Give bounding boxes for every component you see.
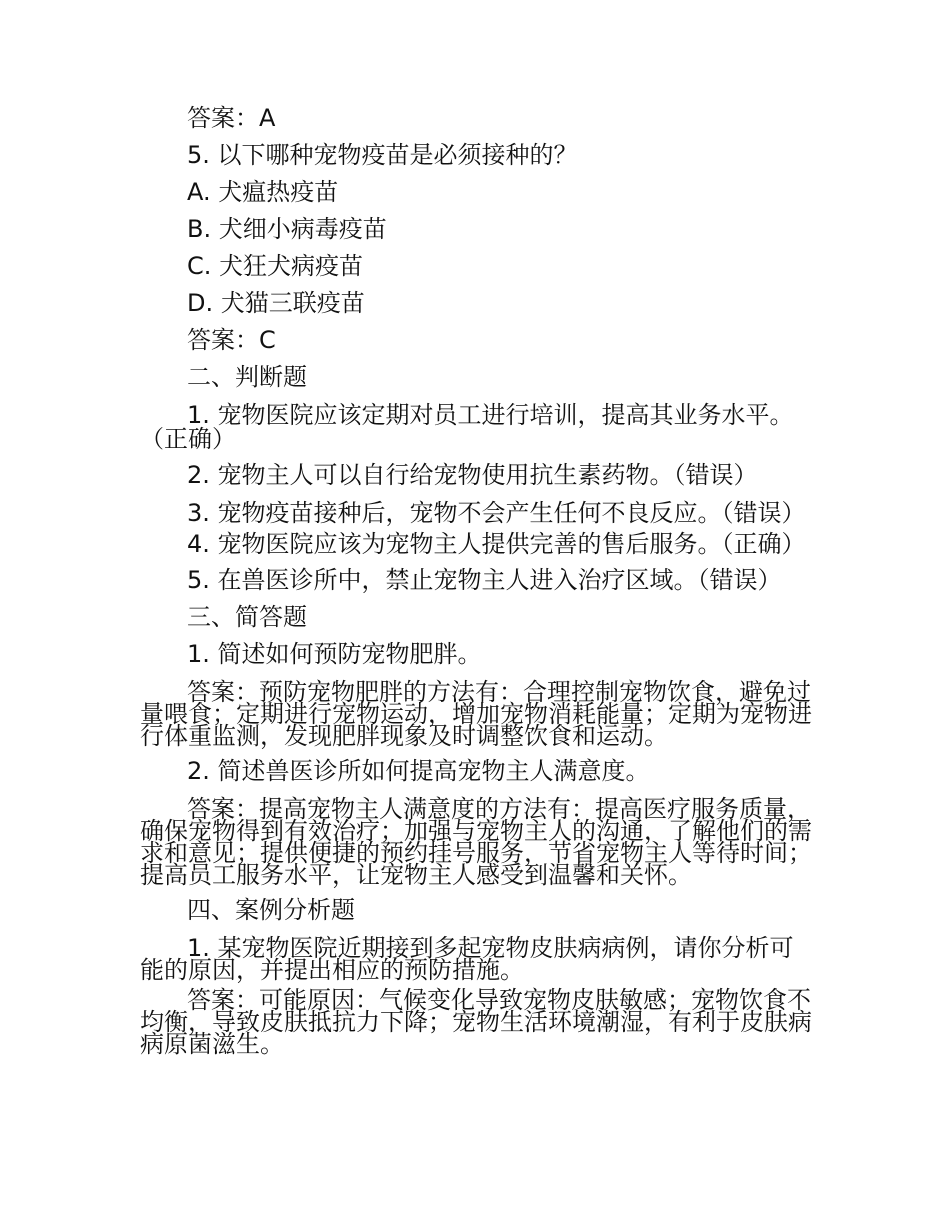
short-answer-answer-1: 答案：预防宠物肥胖的方法有：合理控制宠物饮食，避免过量喂食；定期进行宠物运动，增加宠物消耗能量；定期为宠物进行体重监测，发现肥胖现象及时调整饮食和运动。 xyxy=(140,678,812,750)
short-answer-answer-2: 答案：提高宠物主人满意度的方法有：提高医疗服务质量，确保宠物得到有效治疗；加强与宠物主人的沟通，了解他们的需求和意见；提供便捷的预约挂号服务，节省宠物主人等待时间；提高员工服务水平，让宠物主人感受到温馨和关怀。 xyxy=(140,795,812,889)
true-false-item-4: 4. 宠物医院应该为宠物主人提供完善的售后服务。（正确） xyxy=(187,530,806,558)
option-a: A. 犬瘟热疫苗 xyxy=(187,178,339,206)
case-question-1: 1. 某宠物医院近期接到多起宠物皮肤病病例，请你分析可能的原因，并提出相应的预防措施。 xyxy=(140,934,794,984)
answer-line: 答案：A xyxy=(187,104,276,132)
section-heading-short-answer: 三、简答题 xyxy=(187,603,307,631)
true-false-item-3: 3. 宠物疫苗接种后，宠物不会产生任何不良反应。（错误） xyxy=(187,499,806,527)
option-b: B. 犬细小病毒疫苗 xyxy=(187,215,387,243)
option-d: D. 犬猫三联疫苗 xyxy=(187,289,365,317)
section-heading-case-analysis: 四、案例分析题 xyxy=(187,896,355,924)
true-false-item-1: 1. 宠物医院应该定期对员工进行培训，提高其业务水平。（正确） xyxy=(140,401,794,453)
case-answer-1: 答案：可能原因：气候变化导致宠物皮肤敏感；宠物饮食不均衡，导致皮肤抵抗力下降；宠物生活环境潮湿，有利于皮肤病病原菌滋生。 xyxy=(140,986,812,1058)
option-c: C. 犬狂犬病疫苗 xyxy=(187,252,364,280)
answer-line: 答案：C xyxy=(187,326,276,354)
short-answer-question-1: 1. 简述如何预防宠物肥胖。 xyxy=(187,640,482,668)
question-5: 5. 以下哪种宠物疫苗是必须接种的？ xyxy=(187,141,578,169)
short-answer-question-2: 2. 简述兽医诊所如何提高宠物主人满意度。 xyxy=(187,757,650,785)
true-false-item-5: 5. 在兽医诊所中，禁止宠物主人进入治疗区域。（错误） xyxy=(187,566,782,594)
true-false-item-2: 2. 宠物主人可以自行给宠物使用抗生素药物。（错误） xyxy=(187,461,758,489)
section-heading-true-false: 二、判断题 xyxy=(187,363,307,391)
document-page xyxy=(140,100,812,1061)
